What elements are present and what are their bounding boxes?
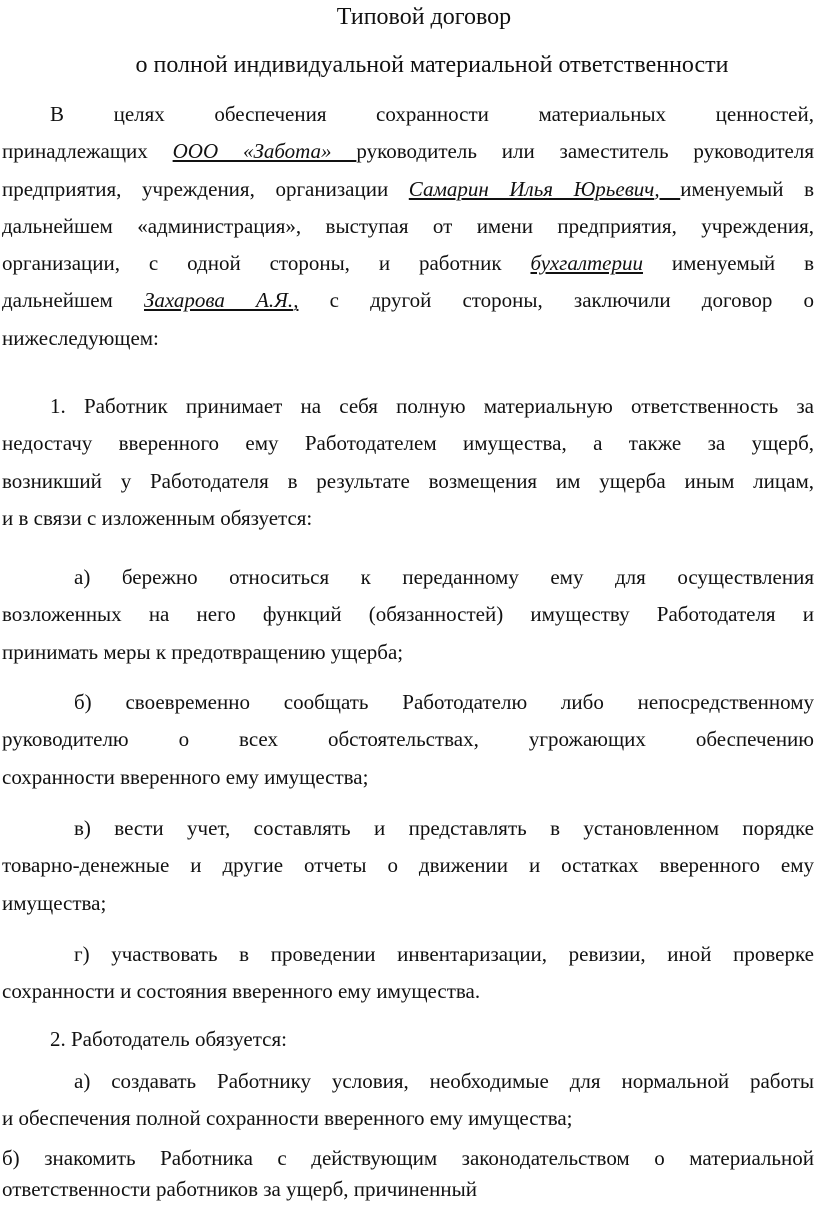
text-line: 2. Работодатель обязуется:	[50, 1027, 287, 1051]
organization-name: ООО «Забота»	[172, 139, 357, 164]
text-line: В целях обеспечения сохранности материальных ценностей,	[50, 102, 814, 126]
text-line: сохранности вверенного ему имущества;	[2, 764, 369, 789]
document-subtitle: о полной индивидуальной материальной ответственности	[135, 52, 729, 78]
text-line: недостачу вверенного ему Работодателем имущества, а также за ущерб,	[2, 431, 814, 456]
text-line: руководителю о всех обстоятельствах, угрожающих обеспечению	[2, 727, 814, 752]
text-line: в) вести учет, составлять и представлять в установленном порядке	[74, 816, 814, 840]
text-line: имущества;	[2, 890, 107, 915]
text-line: а) бережно относиться к переданному ему для осуществления	[74, 565, 814, 589]
preamble-paragraph	[2, 96, 814, 357]
text-line: ответственности работников за ущерб, причиненный	[2, 1177, 477, 1201]
text-line: б) знакомить Работника с действующим законодательством о материальной	[2, 1146, 814, 1170]
clause-1-item-a	[2, 559, 814, 671]
text-line: предприятия, учреждения, организации Самарин Илья Юрьевич, именуемый в	[2, 176, 814, 201]
clause-1-item-g	[2, 936, 814, 1011]
text-line: дальнейшем Захарова А.Я., с другой стороны, заключили договор о	[2, 288, 814, 313]
text-line: принадлежащих ООО «Забота» руководитель или заместитель руководителя	[2, 139, 814, 164]
clause-1-item-b	[2, 684, 814, 796]
text-line: сохранности и состояния вверенного ему имущества.	[2, 979, 481, 1004]
clause-1-item-v	[2, 810, 814, 922]
text-line: 1. Работник принимает на себя полную материальную ответственность за	[50, 394, 814, 418]
clause-2	[2, 1021, 814, 1058]
department-name: бухгалтерии	[530, 251, 643, 276]
document-title: Типовой договор	[336, 4, 512, 30]
text-line: и обеспечения полной сохранности вверенного ему имущества;	[2, 1106, 573, 1131]
text-line: принимать меры к предотвращению ущерба;	[2, 639, 404, 664]
text-line: нижеследующем:	[2, 325, 159, 350]
clause-1	[2, 388, 814, 537]
text-line: организации, с одной стороны, и работник бухгалтерии именуемый в	[2, 251, 814, 276]
text-line: б) своевременно сообщать Работодателю либо непосредственному	[74, 690, 814, 714]
text-line: а) создавать Работнику условия, необходимые для нормальной работы	[74, 1069, 814, 1093]
text-line: возложенных на него функций (обязанностей) имуществу Работодателя и	[2, 602, 814, 627]
text-line: и в связи с изложенным обязуется:	[2, 505, 313, 530]
clause-2-item-a	[2, 1063, 814, 1138]
administration-name: Самарин Илья Юрьевич	[408, 176, 655, 201]
text-line: дальнейшем «администрация», выступая от имени предприятия, учреждения,	[2, 213, 814, 238]
text-line: г) участвовать в проведении инвентаризации, ревизии, иной проверке	[74, 942, 814, 966]
text-line: возникший у Работодателя в результате возмещения им ущерба иным лицам,	[2, 468, 814, 493]
text-line: товарно-денежные и другие отчеты о движении и остатках вверенного ему	[2, 853, 814, 878]
employee-name: Захарова А.Я.	[143, 288, 294, 313]
clause-2-item-b	[2, 1143, 814, 1205]
